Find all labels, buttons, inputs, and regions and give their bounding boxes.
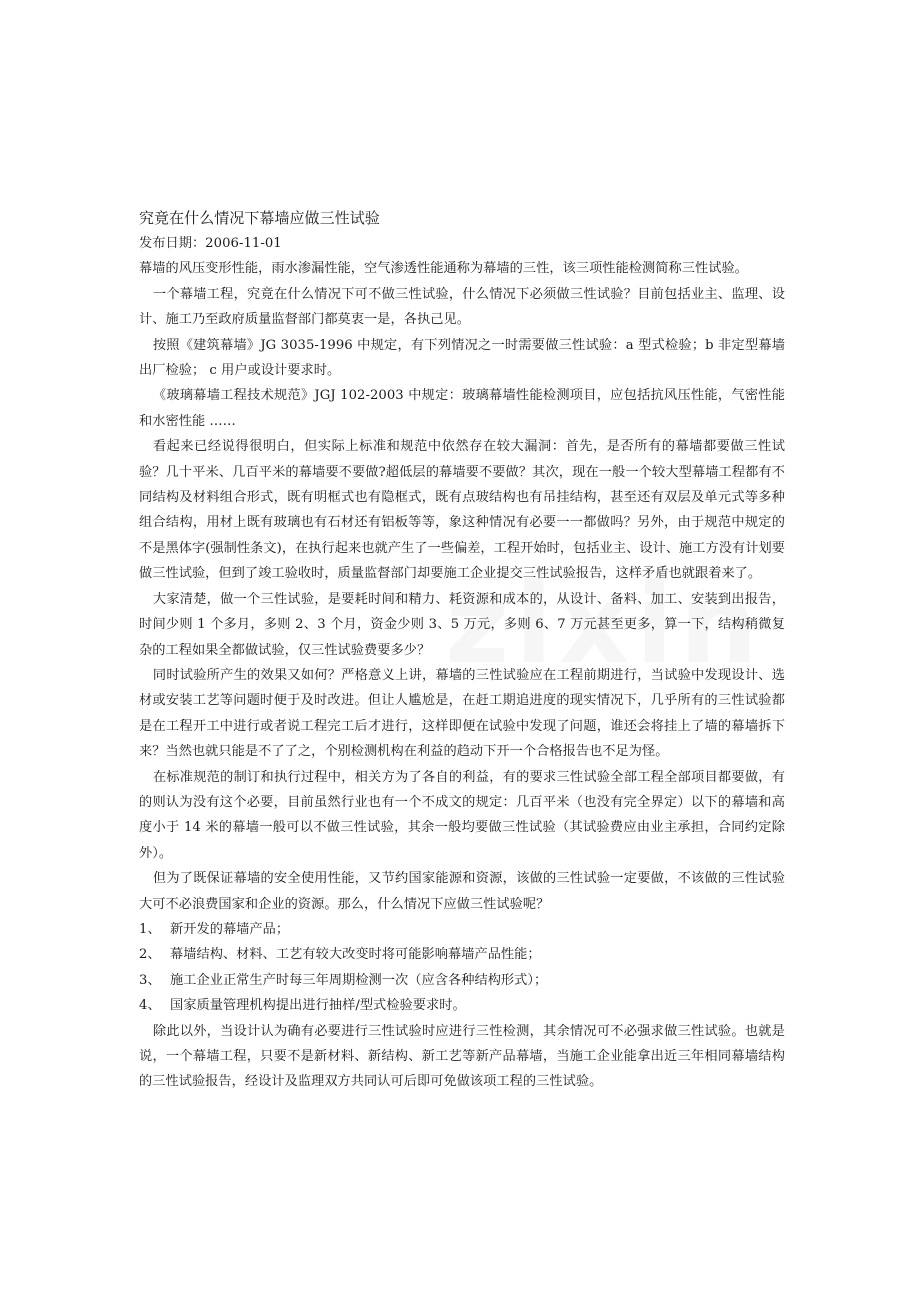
list-item-number: 4、 bbox=[139, 998, 161, 1014]
list-item-number: 2、 bbox=[139, 947, 161, 963]
list-item bbox=[139, 942, 785, 967]
condition-list bbox=[139, 917, 785, 1019]
list-item-text: 新开发的幕墙产品； bbox=[170, 921, 290, 937]
paragraph: 但为了既保证幕墙的安全使用性能，又节约国家能源和资源，该做的三性试验一定要做，不该做的三性试验大可不必浪费国家和企业的资源。那么，什么情况下应做三性试验呢？ bbox=[139, 871, 785, 912]
list-item bbox=[139, 917, 785, 942]
paragraph: 同时试验所产生的效果又如何？严格意义上讲，幕墙的三性试验应在工程前期进行，当试验中发现设计、选材或安装工艺等问题时便于及时改进。但让人尴尬是，在赶工期追进度的现实情况下，几乎所有的三性试验都是在工程开工中进行或者说工程完工后才进行，这样即便在试验中发现了问题，谁还会将挂上了墙的幕墙拆下来？当然也就只能是不了了之，个别检测机构在利益的趋动下开一个合格报告也不足为怪。 bbox=[139, 667, 785, 760]
list-item bbox=[139, 993, 785, 1018]
closing-paragraph: 除此以外，当设计认为确有必要进行三性试验时应进行三性检测，其余情况可不必强求做三性试验。也就是说，一个幕墙工程，只要不是新材料、新结构、新工艺等新产品幕墙，当施工企业能拿出近三年相同幕墙结构的三性试验报告，经设计及监理双方共同认可后即可免做该项工程的三性试验。 bbox=[139, 1023, 785, 1090]
publish-date: 发布日期：2006-11-01 bbox=[139, 236, 282, 251]
paragraph: 按照《建筑幕墙》JG 3035-1996 中规定，有下列情况之一时需要做三性试验：a 型式检验；b 非定型幕墙出厂检验； c 用户或设计要求时。 bbox=[139, 337, 785, 379]
list-item-text: 幕墙结构、材料、工艺有较大改变时将可能影响幕墙产品性能； bbox=[170, 947, 541, 963]
list-item bbox=[139, 968, 785, 993]
paragraphs-before-list bbox=[139, 256, 785, 917]
document-body bbox=[139, 205, 785, 1095]
list-item-number: 1、 bbox=[139, 921, 161, 937]
paragraph: 看起来已经说得很明白，但实际上标准和规范中依然存在较大漏洞：首先，是否所有的幕墙都要做三性试验？几十平米、几百平米的幕墙要不要做?超低层的幕墙要不要做？其次，现在一般一个较大型幕墙工程都有不同结构及材料组合形式，既有明框式也有隐框式，既有点玻结构也有吊挂结构，甚至还有双层及单元式等多种组合结构，用材上既有玻璃也有石材还有铝板等等，象这种情况有必要一一都做吗？另外，由于规范中规定的不是黑体字(强制性条文)，在执行起来也就产生了一些偏差，工程开始时，包括业主、设计、施工方没有计划要做三性试验，但到了竣工验收时，质量监督部门却要施工企业提交三性试验报告，这样矛盾也就跟着来了。 bbox=[139, 439, 785, 582]
paragraph: 在标准规范的制订和执行过程中，相关方为了各自的利益，有的要求三性试验全部工程全部项目都要做，有的则认为没有这个必要，目前虽然行业也有一个不成文的规定：几百平米（也没有完全界定）以下的幕墙和高度小于 14 米的幕墙一般可以不做三性试验，其余一般均要做三性试验（其试验费应由业主承担，合同约定除外）。 bbox=[139, 769, 785, 861]
document-title: 究竟在什么情况下幕墙应做三性试验 bbox=[139, 209, 380, 227]
paragraph: 一个幕墙工程，究竟在什么情况下可不做三性试验，什么情况下必须做三性试验？目前包括业主、监理、设计、施工乃至政府质量监督部门都莫衷一是，各执己见。 bbox=[139, 286, 785, 328]
list-item-text: 施工企业正常生产时每三年周期检测一次（应含各种结构形式）； bbox=[170, 972, 548, 988]
paragraph: 《玻璃幕墙工程技术规范》JGJ 102-2003 中规定：玻璃幕墙性能检测项目，应包括抗风压性能，气密性能和水密性能 …… bbox=[139, 388, 785, 429]
paragraph: 大家清楚，做一个三性试验，是要耗时间和精力、耗资源和成本的，从设计、备料、加工、安装到出报告，时间少则 1 个多月，多则 2、3 个月，资金少则 3、5 万元，多则 6、7 万元甚至更多，算一下，结构稍微复杂的工程如果全都做试验，仅三性试验费要多少？ bbox=[139, 591, 785, 658]
list-item-number: 3、 bbox=[139, 972, 161, 988]
paragraph: 幕墙的风压变形性能，雨水渗漏性能，空气渗透性能通称为幕墙的三性，该三项性能检测简称三性试验。 bbox=[139, 261, 748, 277]
list-item-text: 国家质量管理机构提出进行抽样/型式检验要求时。 bbox=[170, 998, 466, 1014]
